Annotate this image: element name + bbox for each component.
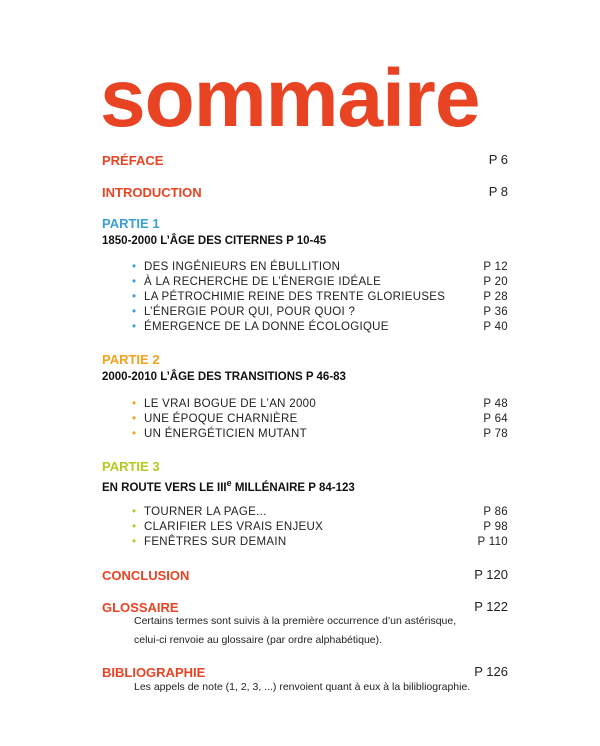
- glossaire-note-line-1: Certains termes sont suivis à la première occurrence d’un astérisque,: [134, 615, 457, 627]
- item-page: P 12: [483, 261, 508, 273]
- toc-label-glossaire: GLOSSAIRE: [102, 600, 179, 615]
- item-page: P 28: [483, 291, 508, 303]
- part-3-subtitle-post: MILLÉNAIRE P 84-123: [231, 481, 355, 494]
- item-label: CLARIFIER LES VRAIS ENJEUX: [144, 521, 324, 533]
- list-item[interactable]: [132, 521, 508, 536]
- item-page: P 48: [483, 398, 508, 410]
- item-label: À LA RECHERCHE DE L’ÉNERGIE IDÉALE: [144, 276, 382, 288]
- toc-label-bibliographie: BIBLIOGRAPHIE: [102, 665, 206, 680]
- toc-page-bibliographie: P 126: [474, 664, 508, 679]
- bullet-icon: •: [132, 321, 137, 333]
- part-1-items: [132, 261, 508, 336]
- list-item[interactable]: [132, 536, 508, 551]
- list-item[interactable]: [132, 276, 508, 291]
- bullet-icon: •: [132, 536, 137, 548]
- item-label: ÉMERGENCE DE LA DONNE ÉCOLOGIQUE: [144, 321, 389, 333]
- part-3-subtitle-pre: EN ROUTE VERS LE III: [102, 481, 227, 494]
- toc-page-conclusion: P 120: [474, 567, 508, 582]
- toc-page-introduction: P 8: [488, 184, 508, 199]
- list-item[interactable]: [132, 306, 508, 321]
- part-3-header: [102, 459, 508, 494]
- part-2-items: [132, 398, 508, 443]
- item-label: L’ÉNERGIE POUR QUI, POUR QUOI ?: [144, 306, 356, 318]
- toc-page-glossaire: P 122: [474, 599, 508, 614]
- list-item[interactable]: [132, 398, 508, 413]
- bullet-icon: •: [132, 291, 137, 303]
- item-page: P 20: [483, 276, 508, 288]
- part-2-header: [102, 352, 508, 383]
- item-page: P 78: [483, 428, 508, 440]
- bullet-icon: •: [132, 261, 137, 273]
- item-label: LA PÉTROCHIMIE REINE DES TRENTE GLORIEUSES: [144, 291, 446, 303]
- toc-label-preface: PRÉFACE: [102, 153, 164, 168]
- glossaire-note: [134, 612, 456, 650]
- item-label: DES INGÉNIEURS EN ÉBULLITION: [144, 261, 341, 273]
- bibliographie-note: Les appels de note (1, 2, 3, ...) renvoient quant à eux à la bilibliographie.: [134, 681, 471, 693]
- bullet-icon: •: [132, 306, 137, 318]
- item-label: LE VRAI BOGUE DE L’AN 2000: [144, 398, 317, 410]
- list-item[interactable]: [132, 428, 508, 443]
- part-1-header: [102, 216, 508, 247]
- item-label: TOURNER LA PAGE...: [144, 506, 267, 518]
- part-1-label: PARTIE 1: [102, 216, 160, 231]
- part-2-label: PARTIE 2: [102, 352, 160, 367]
- part-3-items: [132, 506, 508, 551]
- item-label: FENÊTRES SUR DEMAIN: [144, 536, 287, 548]
- page-title: sommaire: [100, 53, 480, 144]
- list-item[interactable]: [132, 261, 508, 276]
- list-item[interactable]: [132, 291, 508, 306]
- item-page: P 110: [477, 536, 508, 548]
- item-page: P 64: [483, 413, 508, 425]
- toc-entry-conclusion[interactable]: [102, 567, 508, 585]
- list-item[interactable]: [132, 413, 508, 428]
- glossaire-note-line-2: celui-ci renvoie au glossaire (par ordre alphabétique).: [134, 634, 383, 646]
- part-3-subtitle[interactable]: [102, 478, 508, 494]
- item-label: UN ÉNERGÉTICIEN MUTANT: [144, 428, 307, 440]
- toc-entry-introduction[interactable]: [102, 184, 508, 202]
- bullet-icon: •: [132, 428, 137, 440]
- part-1-subtitle[interactable]: 1850-2000 L’ÂGE DES CITERNES P 10-45: [102, 235, 327, 247]
- bullet-icon: •: [132, 276, 137, 288]
- bullet-icon: •: [132, 413, 137, 425]
- item-page: P 36: [483, 306, 508, 318]
- part-3-label: PARTIE 3: [102, 459, 160, 474]
- item-page: P 40: [483, 321, 508, 333]
- toc-label-introduction: INTRODUCTION: [102, 185, 202, 200]
- list-item[interactable]: [132, 506, 508, 521]
- bullet-icon: •: [132, 506, 137, 518]
- item-label: UNE ÉPOQUE CHARNIÈRE: [144, 413, 298, 425]
- item-page: P 86: [483, 506, 508, 518]
- list-item[interactable]: [132, 321, 508, 336]
- bullet-icon: •: [132, 398, 137, 410]
- toc-entry-preface[interactable]: [102, 152, 508, 170]
- toc-page-preface: P 6: [488, 152, 508, 167]
- toc-label-conclusion: CONCLUSION: [102, 568, 190, 583]
- item-page: P 98: [483, 521, 508, 533]
- part-3-subtitle-sup: e: [226, 478, 232, 488]
- bullet-icon: •: [132, 521, 137, 533]
- part-2-subtitle[interactable]: 2000-2010 L’ÂGE DES TRANSITIONS P 46-83: [102, 371, 346, 383]
